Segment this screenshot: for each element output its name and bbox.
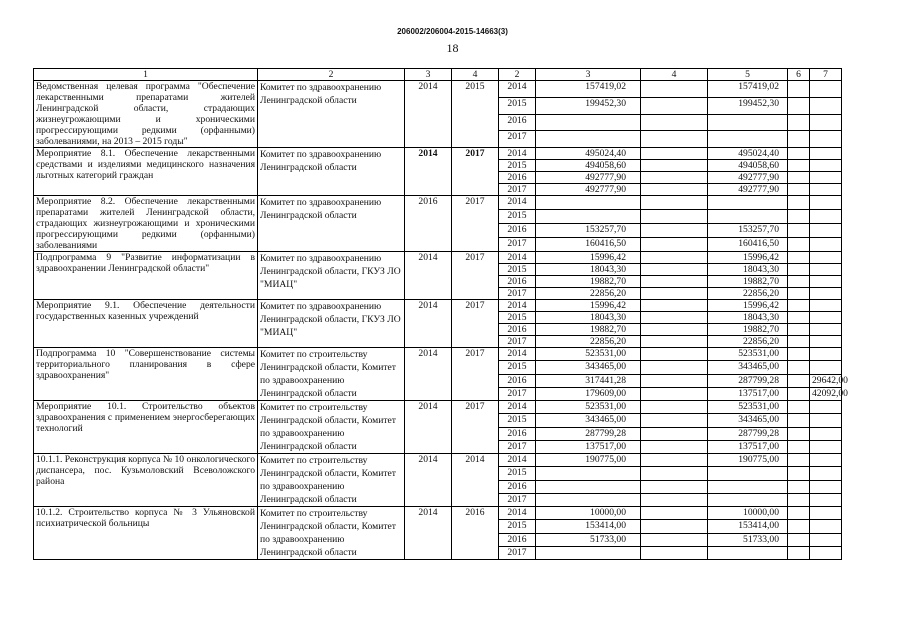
regional-cell: 19882,70 <box>708 324 788 336</box>
header-cell: 3 <box>536 69 641 81</box>
other-cell <box>810 401 842 414</box>
year-cell: 2014 <box>499 196 536 210</box>
table-row <box>34 148 842 160</box>
federal-cell <box>641 148 708 160</box>
year-cell: 2015 <box>499 312 536 324</box>
local-cell <box>788 288 810 300</box>
responsible-cell: Комитет по строительству Ленинградской области, Комитет по здравоохранению Ленинградской области <box>258 454 405 507</box>
end-year-cell: 2017 <box>452 401 499 454</box>
year-cell: 2017 <box>499 336 536 348</box>
table-row <box>34 196 842 210</box>
other-cell <box>810 440 842 453</box>
federal-cell <box>641 374 708 387</box>
federal-cell <box>641 196 708 210</box>
local-cell <box>788 114 810 131</box>
start-year-cell: 2014 <box>405 81 452 148</box>
other-cell <box>810 172 842 184</box>
local-cell <box>788 184 810 196</box>
federal-cell <box>641 114 708 131</box>
year-cell: 2017 <box>499 493 536 506</box>
total-cell: 22856,20 <box>536 336 641 348</box>
header-cell: 4 <box>452 69 499 81</box>
regional-cell: 523531,00 <box>708 348 788 361</box>
header-cell: 6 <box>788 69 810 81</box>
total-cell <box>536 546 641 559</box>
year-cell: 2017 <box>499 546 536 559</box>
year-cell: 2016 <box>499 224 536 238</box>
year-cell: 2015 <box>499 264 536 276</box>
total-cell <box>536 114 641 131</box>
federal-cell <box>641 160 708 172</box>
end-year-cell: 2015 <box>452 81 499 148</box>
other-cell <box>810 520 842 533</box>
local-cell <box>788 520 810 533</box>
regional-cell: 157419,02 <box>708 81 788 98</box>
year-cell: 2016 <box>499 172 536 184</box>
start-year-cell: 2014 <box>405 401 452 454</box>
federal-cell <box>641 81 708 98</box>
responsible-cell: Комитет по строительству Ленинградской области, Комитет по здравоохранению Ленинградской области <box>258 507 405 560</box>
regional-cell: 137517,00 <box>708 440 788 453</box>
federal-cell <box>641 276 708 288</box>
local-cell <box>788 533 810 546</box>
responsible-cell: Комитет по здравоохранению Ленинградской области <box>258 81 405 148</box>
local-cell <box>788 324 810 336</box>
regional-cell <box>708 210 788 224</box>
other-cell <box>810 288 842 300</box>
federal-cell <box>641 348 708 361</box>
total-cell: 492777,90 <box>536 184 641 196</box>
other-cell: 29642,00 <box>810 374 842 387</box>
table-row <box>34 252 842 264</box>
total-cell <box>536 480 641 493</box>
total-cell: 179609,00 <box>536 387 641 400</box>
other-cell <box>810 196 842 210</box>
total-cell: 51733,00 <box>536 533 641 546</box>
federal-cell <box>641 533 708 546</box>
regional-cell: 19882,70 <box>708 276 788 288</box>
other-cell <box>810 427 842 440</box>
total-cell: 18043,30 <box>536 264 641 276</box>
header-cell: 4 <box>641 69 708 81</box>
start-year-cell: 2014 <box>405 348 452 401</box>
total-cell <box>536 493 641 506</box>
local-cell <box>788 348 810 361</box>
federal-cell <box>641 427 708 440</box>
regional-cell <box>708 196 788 210</box>
local-cell <box>788 361 810 374</box>
program-name-cell: Мероприятие 8.2. Обеспечение лекарственными препаратами жителей Ленинградской области, страдающих жизнеугрожающими и хроническими прогрессирующими редкими (орфанными) заболеваниями <box>34 196 258 252</box>
federal-cell <box>641 300 708 312</box>
year-cell: 2014 <box>499 348 536 361</box>
year-cell: 2016 <box>499 324 536 336</box>
total-cell: 343465,00 <box>536 414 641 427</box>
year-cell: 2017 <box>499 238 536 252</box>
other-cell <box>810 97 842 114</box>
header-cell: 2 <box>499 69 536 81</box>
program-name-cell: Подпрограмма 10 "Совершенствование системы территориального планирования в сфере здравоохранения" <box>34 348 258 401</box>
local-cell <box>788 172 810 184</box>
other-cell <box>810 361 842 374</box>
header-row <box>34 69 842 81</box>
total-cell: 15996,42 <box>536 252 641 264</box>
total-cell: 18043,30 <box>536 312 641 324</box>
regional-cell: 343465,00 <box>708 361 788 374</box>
regional-cell: 153414,00 <box>708 520 788 533</box>
local-cell <box>788 276 810 288</box>
local-cell <box>788 546 810 559</box>
year-cell: 2014 <box>499 300 536 312</box>
federal-cell <box>641 131 708 148</box>
year-cell: 2014 <box>499 401 536 414</box>
year-cell: 2014 <box>499 507 536 520</box>
header-cell: 3 <box>405 69 452 81</box>
total-cell <box>536 131 641 148</box>
local-cell <box>788 336 810 348</box>
program-name-cell: Мероприятие 9.1. Обеспечение деятельности государственных казенных учреждений <box>34 300 258 348</box>
start-year-cell: 2016 <box>405 196 452 252</box>
other-cell <box>810 160 842 172</box>
regional-cell: 190775,00 <box>708 454 788 467</box>
other-cell: 42092,00 <box>810 387 842 400</box>
other-cell <box>810 238 842 252</box>
total-cell: 199452,30 <box>536 97 641 114</box>
total-cell: 190775,00 <box>536 454 641 467</box>
year-cell: 2016 <box>499 276 536 288</box>
year-cell: 2016 <box>499 533 536 546</box>
year-cell: 2017 <box>499 440 536 453</box>
local-cell <box>788 312 810 324</box>
regional-cell: 287799,28 <box>708 427 788 440</box>
regional-cell <box>708 546 788 559</box>
local-cell <box>788 401 810 414</box>
regional-cell: 160416,50 <box>708 238 788 252</box>
regional-cell: 287799,28 <box>708 374 788 387</box>
total-cell: 10000,00 <box>536 507 641 520</box>
federal-cell <box>641 324 708 336</box>
total-cell: 343465,00 <box>536 361 641 374</box>
local-cell <box>788 224 810 238</box>
total-cell: 153257,70 <box>536 224 641 238</box>
total-cell <box>536 467 641 480</box>
federal-cell <box>641 184 708 196</box>
regional-cell: 492777,90 <box>708 184 788 196</box>
other-cell <box>810 546 842 559</box>
year-cell: 2015 <box>499 97 536 114</box>
regional-cell <box>708 114 788 131</box>
year-cell: 2017 <box>499 288 536 300</box>
federal-cell <box>641 401 708 414</box>
total-cell: 287799,28 <box>536 427 641 440</box>
total-cell: 137517,00 <box>536 440 641 453</box>
program-name-cell: Мероприятие 10.1. Строительство объектов здравоохранения с применением энергосберегающих технологий <box>34 401 258 454</box>
year-cell: 2015 <box>499 160 536 172</box>
other-cell <box>810 454 842 467</box>
responsible-cell: Комитет по строительству Ленинградской области, Комитет по здравоохранению Ленинградской области <box>258 348 405 401</box>
total-cell: 492777,90 <box>536 172 641 184</box>
other-cell <box>810 148 842 160</box>
program-name-cell: Ведомственная целевая программа "Обеспечение лекарственными препаратами жителей Ленинградской области, страдающих жизнеугрожающими и хроническими прогрессирующими редкими (орфанными) заболеваниями, на 2013 – 2015 годы" <box>34 81 258 148</box>
federal-cell <box>641 454 708 467</box>
year-cell: 2015 <box>499 361 536 374</box>
total-cell: 19882,70 <box>536 324 641 336</box>
program-name-cell: Подпрограмма 9 "Развитие информатизации в здравоохранении Ленинградской области" <box>34 252 258 300</box>
local-cell <box>788 387 810 400</box>
local-cell <box>788 480 810 493</box>
program-funding-table <box>33 68 848 560</box>
local-cell <box>788 81 810 98</box>
local-cell <box>788 238 810 252</box>
regional-cell: 10000,00 <box>708 507 788 520</box>
federal-cell <box>641 288 708 300</box>
local-cell <box>788 440 810 453</box>
other-cell <box>810 210 842 224</box>
total-cell <box>536 196 641 210</box>
local-cell <box>788 160 810 172</box>
regional-cell: 22856,20 <box>708 288 788 300</box>
federal-cell <box>641 210 708 224</box>
year-cell: 2015 <box>499 467 536 480</box>
start-year-cell: 2014 <box>405 300 452 348</box>
regional-cell: 15996,42 <box>708 252 788 264</box>
regional-cell: 199452,30 <box>708 97 788 114</box>
table-row <box>34 300 842 312</box>
local-cell <box>788 196 810 210</box>
program-name-cell: 10.1.2. Строительство корпуса № 3 Ульяновской психиатрической больницы <box>34 507 258 560</box>
regional-cell: 18043,30 <box>708 312 788 324</box>
regional-cell: 492777,90 <box>708 172 788 184</box>
federal-cell <box>641 480 708 493</box>
end-year-cell: 2017 <box>452 348 499 401</box>
responsible-cell: Комитет по здравоохранению Ленинградской области, ГКУЗ ЛО "МИАЦ" <box>258 300 405 348</box>
year-cell: 2016 <box>499 427 536 440</box>
regional-cell <box>708 493 788 506</box>
federal-cell <box>641 264 708 276</box>
federal-cell <box>641 507 708 520</box>
regional-cell: 15996,42 <box>708 300 788 312</box>
year-cell: 2016 <box>499 480 536 493</box>
regional-cell: 494058,60 <box>708 160 788 172</box>
year-cell: 2014 <box>499 252 536 264</box>
other-cell <box>810 252 842 264</box>
regional-cell: 523531,00 <box>708 401 788 414</box>
regional-cell: 343465,00 <box>708 414 788 427</box>
local-cell <box>788 252 810 264</box>
responsible-cell: Комитет по здравоохранению Ленинградской области <box>258 148 405 196</box>
end-year-cell: 2017 <box>452 196 499 252</box>
other-cell <box>810 81 842 98</box>
local-cell <box>788 210 810 224</box>
total-cell: 15996,42 <box>536 300 641 312</box>
regional-cell: 153257,70 <box>708 224 788 238</box>
table-row <box>34 81 842 98</box>
total-cell: 495024,40 <box>536 148 641 160</box>
regional-cell <box>708 131 788 148</box>
federal-cell <box>641 440 708 453</box>
other-cell <box>810 312 842 324</box>
federal-cell <box>641 97 708 114</box>
page-number: 18 <box>446 41 459 55</box>
end-year-cell: 2014 <box>452 454 499 507</box>
program-name-cell: Мероприятие 8.1. Обеспечение лекарственными средствами и изделиями медицинского назначения льготных категорий граждан <box>34 148 258 196</box>
federal-cell <box>641 172 708 184</box>
other-cell <box>810 467 842 480</box>
federal-cell <box>641 224 708 238</box>
local-cell <box>788 97 810 114</box>
local-cell <box>788 507 810 520</box>
other-cell <box>810 336 842 348</box>
year-cell: 2014 <box>499 148 536 160</box>
other-cell <box>810 114 842 131</box>
start-year-cell: 2014 <box>405 252 452 300</box>
local-cell <box>788 148 810 160</box>
other-cell <box>810 224 842 238</box>
total-cell: 317441,28 <box>536 374 641 387</box>
responsible-cell: Комитет по здравоохранению Ленинградской области <box>258 196 405 252</box>
start-year-cell: 2014 <box>405 454 452 507</box>
federal-cell <box>641 252 708 264</box>
regional-cell: 18043,30 <box>708 264 788 276</box>
total-cell: 523531,00 <box>536 401 641 414</box>
regional-cell: 137517,00 <box>708 387 788 400</box>
total-cell: 160416,50 <box>536 238 641 252</box>
local-cell <box>788 427 810 440</box>
federal-cell <box>641 493 708 506</box>
total-cell: 19882,70 <box>536 276 641 288</box>
header-cell: 2 <box>258 69 405 81</box>
federal-cell <box>641 336 708 348</box>
program-name-cell: 10.1.1. Реконструкция корпуса № 10 онкологического диспансера, пос. Кузьмоловский Всеволожского района <box>34 454 258 507</box>
local-cell <box>788 264 810 276</box>
total-cell: 22856,20 <box>536 288 641 300</box>
local-cell <box>788 131 810 148</box>
header-cell: 1 <box>34 69 258 81</box>
table-row <box>34 507 842 520</box>
federal-cell <box>641 387 708 400</box>
total-cell <box>536 210 641 224</box>
regional-cell: 22856,20 <box>708 336 788 348</box>
other-cell <box>810 414 842 427</box>
federal-cell <box>641 238 708 252</box>
federal-cell <box>641 361 708 374</box>
local-cell <box>788 493 810 506</box>
other-cell <box>810 131 842 148</box>
local-cell <box>788 374 810 387</box>
other-cell <box>810 264 842 276</box>
table-row <box>34 454 842 467</box>
total-cell: 523531,00 <box>536 348 641 361</box>
year-cell: 2014 <box>499 81 536 98</box>
header-cell: 7 <box>810 69 842 81</box>
local-cell <box>788 454 810 467</box>
federal-cell <box>641 312 708 324</box>
other-cell <box>810 184 842 196</box>
year-cell: 2015 <box>499 520 536 533</box>
federal-cell <box>641 414 708 427</box>
local-cell <box>788 414 810 427</box>
regional-cell <box>708 467 788 480</box>
other-cell <box>810 493 842 506</box>
federal-cell <box>641 546 708 559</box>
responsible-cell: Комитет по строительству Ленинградской области, Комитет по здравоохранению Ленинградской области <box>258 401 405 454</box>
local-cell <box>788 300 810 312</box>
year-cell: 2016 <box>499 374 536 387</box>
year-cell: 2014 <box>499 454 536 467</box>
other-cell <box>810 533 842 546</box>
end-year-cell: 2016 <box>452 507 499 560</box>
total-cell: 153414,00 <box>536 520 641 533</box>
start-year-cell: 2014 <box>405 507 452 560</box>
regional-cell <box>708 480 788 493</box>
start-year-cell: 2014 <box>405 148 452 196</box>
year-cell: 2017 <box>499 184 536 196</box>
year-cell: 2017 <box>499 387 536 400</box>
table-row <box>34 401 842 414</box>
federal-cell <box>641 520 708 533</box>
year-cell: 2015 <box>499 414 536 427</box>
year-cell: 2017 <box>499 131 536 148</box>
header-cell: 5 <box>708 69 788 81</box>
end-year-cell: 2017 <box>452 148 499 196</box>
end-year-cell: 2017 <box>452 300 499 348</box>
other-cell <box>810 324 842 336</box>
total-cell: 494058,60 <box>536 160 641 172</box>
document-id: 206002/206004-2015-14663(3) <box>397 27 508 36</box>
total-cell: 157419,02 <box>536 81 641 98</box>
federal-cell <box>641 467 708 480</box>
table-row <box>34 348 842 361</box>
end-year-cell: 2017 <box>452 252 499 300</box>
other-cell <box>810 480 842 493</box>
other-cell <box>810 348 842 361</box>
regional-cell: 51733,00 <box>708 533 788 546</box>
other-cell <box>810 276 842 288</box>
other-cell <box>810 507 842 520</box>
year-cell: 2016 <box>499 114 536 131</box>
regional-cell: 495024,40 <box>708 148 788 160</box>
year-cell: 2015 <box>499 210 536 224</box>
local-cell <box>788 467 810 480</box>
responsible-cell: Комитет по здравоохранению Ленинградской области, ГКУЗ ЛО "МИАЦ" <box>258 252 405 300</box>
other-cell <box>810 300 842 312</box>
